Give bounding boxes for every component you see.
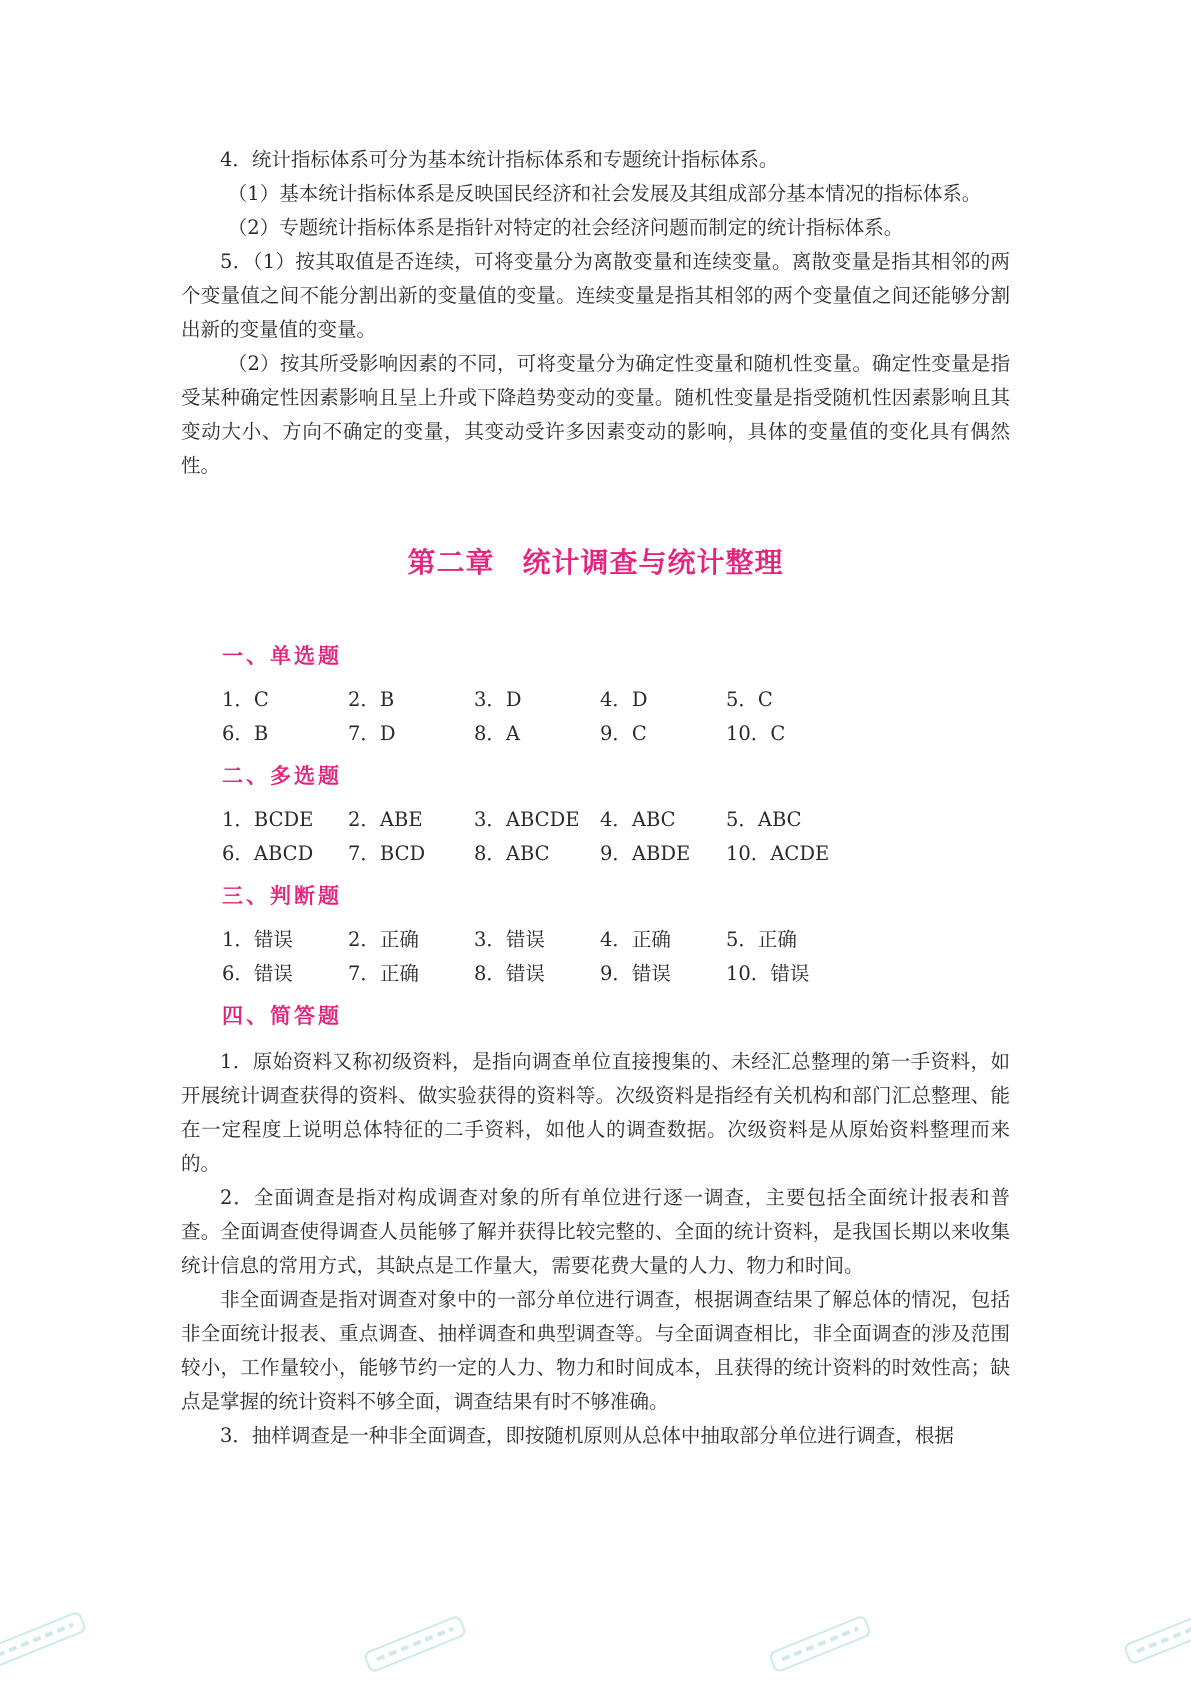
answer-cell: 8．A — [474, 722, 520, 745]
answer-cell: 1．BCDE — [222, 808, 314, 831]
section-heading-true-false: 三、判断题 — [222, 883, 342, 908]
answer-row — [222, 683, 1010, 717]
answer-cell: 9．ABDE — [600, 842, 691, 865]
answer-paragraph: 1．原始资料又称初级资料，是指向调查单位直接搜集的、未经汇总整理的第一手资料，如开展统计调查获得的资料、做实验获得的资料等。次级资料是指经有关机构和部门汇总整理、能在一定程度上说明总体特征的二手资料，如他人的调查数据。次级资料是从原始资料整理而来的。 — [181, 1050, 1010, 1175]
answer-cell: 4．正确 — [600, 928, 671, 951]
answer-cell: 8．错误 — [474, 962, 545, 985]
chapter-name: 统计调查与统计整理 — [522, 546, 784, 579]
answer-paragraph: 非全面调查是指对调查对象中的一部分单位进行调查，根据调查结果了解总体的情况，包括非全面统计报表、重点调查、抽样调查和典型调查等。与全面调查相比，非全面调查的涉及范围较小，工作量较小，能够节约一定的人力、物力和时间成本，且获得的统计资料的时效性高；缺点是掌握的统计资料不够全面，调查结果有时不够准确。 — [181, 1288, 1010, 1413]
intro-paragraph: 5．（1）按其取值是否连续，可将变量分为离散变量和连续变量。离散变量是指其相邻的两个变量值之间不能分割出新的变量值的变量。连续变量是指其相邻的两个变量值之间还能够分割出新的变量值的变量。 — [181, 250, 1010, 341]
watermark-stamp-icon — [357, 1607, 472, 1682]
answer-cell: 6．ABCD — [222, 842, 314, 865]
chapter-title — [181, 543, 1010, 583]
answer-paragraph: 2．全面调查是指对构成调查对象的所有单位进行逐一调查，主要包括全面统计报表和普查。全面调查使得调查人员能够了解并获得比较完整的、全面的统计资料，是我国长期以来收集统计信息的常用方式，其缺点是工作量大，需要花费大量的人力、物力和时间。 — [181, 1186, 1010, 1277]
answer-grid-multiple-choice — [181, 803, 1010, 871]
answer-cell: 4．D — [600, 688, 648, 711]
answer-cell: 10．C — [726, 722, 786, 745]
intro-paragraph: （2）按其所受影响因素的不同，可将变量分为确定性变量和随机性变量。确定性变量是指受某种确定性因素影响且呈上升或下降趋势变动的变量。随机性变量是指受随机性因素影响且其变动大小、方向不确定的变量，其变动受许多因素变动的影响，具体的变量值的变化具有偶然性。 — [181, 352, 1010, 477]
intro-paragraph: 4．统计指标体系可分为基本统计指标体系和专题统计指标体系。 — [220, 148, 779, 171]
answer-cell: 2．B — [348, 688, 395, 711]
answer-cell: 9．C — [600, 722, 647, 745]
answer-paragraph: 3．抽样调查是一种非全面调查，即按随机原则从总体中抽取部分单位进行调查，根据 — [220, 1424, 954, 1447]
watermark-stamp-icon — [0, 1603, 93, 1678]
section-heading-short-answer: 四、简答题 — [222, 1003, 342, 1028]
answer-cell: 9．错误 — [600, 962, 671, 985]
answer-cell: 4．ABC — [600, 808, 676, 831]
answer-cell: 10．ACDE — [726, 842, 830, 865]
answer-row — [222, 923, 1010, 957]
answer-row — [222, 803, 1010, 837]
watermark-stamp-icon — [1117, 1599, 1191, 1674]
intro-paragraph: （1）基本统计指标体系是反映国民经济和社会发展及其组成部分基本情况的指标体系。 — [227, 182, 982, 205]
answer-cell: 6．错误 — [222, 962, 293, 985]
section-heading-single-choice: 一、单选题 — [222, 643, 342, 668]
answer-grid-true-false — [181, 923, 1010, 991]
page-content — [181, 143, 1010, 1453]
answer-cell: 6．B — [222, 722, 269, 745]
answer-cell: 7．D — [348, 722, 396, 745]
answer-cell: 3．ABCDE — [474, 808, 580, 831]
answer-cell: 2．ABE — [348, 808, 423, 831]
answer-cell: 5．ABC — [726, 808, 802, 831]
intro-block — [181, 143, 1010, 483]
answer-row — [222, 717, 1010, 751]
intro-paragraph: （2）专题统计指标体系是指针对特定的社会经济问题而制定的统计指标体系。 — [227, 216, 904, 239]
watermark-stamp-icon — [762, 1607, 877, 1682]
chapter-number: 第二章 — [407, 546, 495, 579]
answer-cell: 10．错误 — [726, 962, 810, 985]
short-answer-block — [181, 1045, 1010, 1453]
answer-cell: 3．D — [474, 688, 522, 711]
answer-cell: 3．错误 — [474, 928, 545, 951]
answer-cell: 5．C — [726, 688, 773, 711]
section-heading-multiple-choice: 二、多选题 — [222, 763, 342, 788]
answer-cell: 7．正确 — [348, 962, 419, 985]
answer-cell: 2．正确 — [348, 928, 419, 951]
answer-row — [222, 957, 1010, 991]
answer-grid-single-choice — [181, 683, 1010, 751]
answer-cell: 5．正确 — [726, 928, 797, 951]
answer-cell: 8．ABC — [474, 842, 550, 865]
answer-cell: 1．错误 — [222, 928, 293, 951]
answer-cell: 7．BCD — [348, 842, 426, 865]
watermark-strip — [0, 1610, 1191, 1684]
answer-cell: 1．C — [222, 688, 269, 711]
answer-row — [222, 837, 1010, 871]
